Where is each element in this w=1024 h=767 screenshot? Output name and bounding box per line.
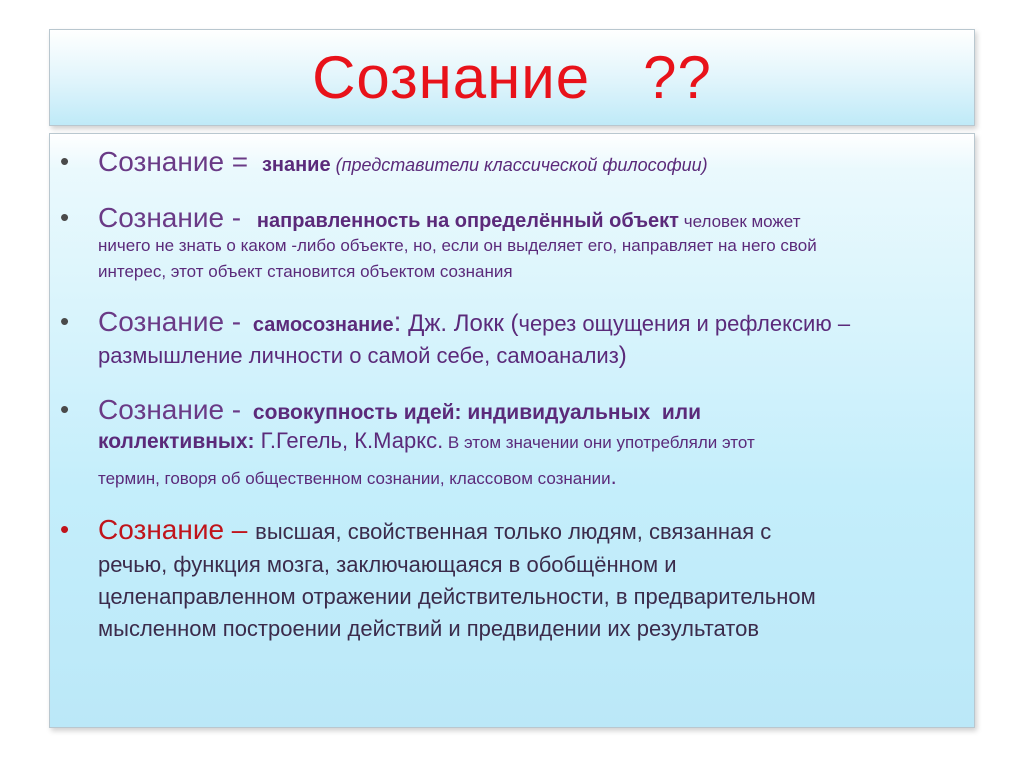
authors: Г.Гегель, К.Маркс. [254,428,444,453]
bullet-item-2 [60,202,968,282]
definition-line-3: целенаправленном отражении действительности, в предварительном [98,584,816,609]
bullet-icon: • [60,202,70,232]
bullet-icon: • [60,146,70,176]
period: . [610,464,617,489]
definition-line-3: термин, говоря об общественном сознании, классовом сознании [98,469,611,488]
separator: - [224,202,249,233]
bullet-icon: • [60,306,70,336]
definition-line-3: интерес, этот объект становится объектом сознания [98,262,513,281]
slide-title: Сознание ?? [312,44,712,111]
slide-title-box [49,29,975,126]
closing-paren: ) [618,342,627,369]
definition-bold: знание [261,154,331,176]
slide-content-box [49,133,975,728]
definition-bold-2: коллективных: [98,430,255,453]
bullet-item-5 [60,514,968,642]
bullet-item-4 [60,394,968,490]
separator: - [224,306,249,337]
definition-line-2: размышление личности о самой себе, самоанализ [98,343,619,368]
term: Сознание [98,394,225,425]
author: Дж. Локк ( [401,310,519,337]
definition-line-4: мысленном построении действий и предвидении их результатов [98,616,760,641]
definition-bold: самосознание [252,314,394,336]
definition-text: через ощущения и рефлексию – [518,311,851,336]
term: Сознание [98,514,225,545]
bullet-icon: • [60,514,70,544]
definition-bold: совокупность идей: индивидуальных или [252,401,702,424]
definition-bold: направленность на определённый объект [256,210,679,232]
bullet-icon: • [60,394,70,424]
term: Сознание [98,202,225,233]
term: Сознание [98,146,225,177]
separator: - [224,394,249,425]
term: Сознание [98,306,225,337]
separator: = [224,146,256,177]
definition-text: человек может [678,212,801,231]
bullet-item-3 [60,306,968,370]
bullet-item-1 [60,146,968,178]
definition-note: (представители классической философии) [330,155,708,175]
definition-text: высшая, свойственная только людям, связанная с [255,519,772,544]
definition-line-2: ничего не знать о каком -либо объекте, но, если он выделяет его, направляет на него свой [98,236,817,255]
definition-text: В этом значении они употребляли этот [443,433,755,452]
colon: : [393,306,402,337]
separator: – [224,514,256,545]
definition-line-2: речью, функция мозга, заключающаяся в обобщённом и [98,552,677,577]
